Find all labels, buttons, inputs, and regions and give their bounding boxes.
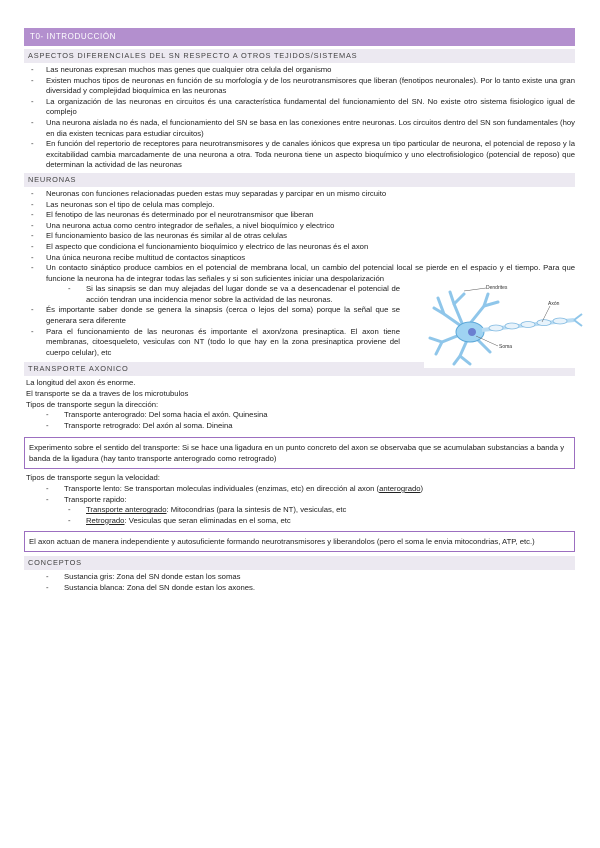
transporte-line-3: Tipos de transporte segun la dirección:	[26, 399, 159, 409]
page-title: T0- INTRODUCCIÓN	[24, 28, 575, 46]
experiment-box: Experimento sobre el sentido del transporte: Si se hace una ligadura en un punto concreto del axon se observaba que se acumulaban substancias a banda y banda de la ligadura (hay tanto transporte anterogrado como retrogrado)	[24, 437, 575, 469]
list-item: - Una neurona actua como centro integrador de señales, a nivel bioquímico y electrico	[24, 221, 575, 232]
fast-anterogrado-text: : Mitocondrias (para la sintesis de NT), vesiculas, etc	[166, 505, 347, 515]
list-item: - El aspecto que condiciona el funcionamiento bioquímico y electrico de las neuronas és el axon	[24, 242, 575, 253]
list-item: - Transporte rapido:	[24, 495, 575, 506]
transporte-line-4: Tipos de transporte segun la velocidad:	[26, 473, 160, 483]
fast-anterogrado-label: Transporte anterogrado	[86, 505, 167, 515]
transporte-line-1: La longitud del axon és enorme.	[26, 378, 136, 388]
list-item: - Para el funcionamiento de las neuronas és importante el axon/zona presinaptica. El axon tiene membranas, citoesqueleto, vesiculas con NT (todo lo que hay en la zona presinaptica proviene del cuerpo celular), etc	[24, 327, 400, 359]
list-item: - Transporte retrogrado: Del axón al soma. Dineina	[24, 421, 575, 432]
list-item: - Las neuronas son el tipo de celula mas complejo.	[24, 200, 575, 211]
list-item: - Sustancia gris: Zona del SN donde estan los somas	[24, 572, 575, 583]
list-item: - Una neurona aislada no és nada, el funcionamiento del SN se basa en las conexiones entre neuronas. Los circuitos dentro del SN son fundamentales (hoy en dia existen tecnicas para estudiar circuitos)	[24, 118, 575, 139]
list-item: - Neuronas con funciones relacionadas pueden estas muy separadas y parcipar en un mismo circuito	[24, 189, 575, 200]
transporte-line-2: El transporte se da a traves de los microtubulos	[26, 389, 189, 399]
neuron-section	[24, 284, 575, 358]
axon-label: Axón	[548, 301, 560, 308]
document-page	[24, 28, 575, 594]
list-item: - Un contacto sináptico produce cambios en el potencial de membrana local, un cambio del potencial local se pierde en el espacio y el tiempo. Para que funcione la neurona ha de integrar todas las señales y si son suficientes iniciar una despolarización	[24, 263, 575, 284]
fast-retrogrado-text: : Vesiculas que seran eliminadas en el soma, etc	[124, 515, 291, 525]
neuronas-list-continued	[24, 305, 400, 358]
list-item: - El funcionamiento basico de las neuronas és similar al de otras celulas	[24, 231, 575, 242]
direction-list	[24, 410, 575, 431]
fast-sub-list	[24, 505, 575, 526]
fast-retrogrado-label: Retrogrado	[86, 515, 125, 525]
sub-list-item: - Si las sinapsis se dan muy alejadas del lugar donde se va a desencadenar el potencial de acción tendran una incidencia menor sobre la actividad de las neuronas.	[24, 284, 400, 305]
list-item: - En función del repertorio de receptores para neurotransmisores y de canales iónicos que expresa un tipo particular de neurona, el potencial de reposo y la excitabilidad cambia marcadamente de una neurona a otra. Toda neurona tiene un aspecto bioquímico y uno electrofisiologico (potencial de reposo) que determinan la actividad de las neuronas	[24, 139, 575, 171]
section-heading-aspectos: ASPECTOS DIFERENCIALES DEL SN RESPECTO A OTROS TEJIDOS/SISTEMAS	[24, 49, 575, 63]
list-item: - Una única neurona recibe multitud de contactos sinapticos	[24, 253, 575, 264]
speed-slow-underlined: anterogrado	[379, 484, 421, 493]
axon-box: El axon actuan de manera independiente y autosuficiente formando neurotransmisores y liberandolos (pero el soma le envia mitocondrias, ATP, etc.)	[24, 531, 575, 552]
section-heading-transporte: TRANSPORTE AXONICO	[24, 362, 575, 376]
neuron-diagram	[424, 284, 584, 368]
list-item: - Sustancia blanca: Zona del SN donde estan los axones.	[24, 583, 575, 594]
list-item	[24, 484, 575, 495]
list-item: - Transporte anterogrado: Del soma hacia el axón. Quinesina	[24, 410, 575, 421]
list-item: - El fenotipo de las neuronas és determinado por el neurotransmisor que liberan	[24, 210, 575, 221]
dendrites-label: Dendrites	[486, 285, 508, 292]
soma-label: Soma	[499, 344, 513, 351]
list-item: - La organización de las neuronas en circuitos és una característica fundamental del funcionamiento del SN. No existe otro sistema fisiologico igual de complejo	[24, 97, 575, 118]
list-item: - Existen muchos tipos de neuronas en función de su morfología y de los neurotransmisores que liberan (fenotipos neuronales). Por lo tanto existe una gran diversidad y complejidad bioquímica en las neuronas	[24, 76, 575, 97]
section-heading-neuronas: NEURONAS	[24, 173, 575, 187]
conceptos-list	[24, 572, 575, 593]
sub-list	[24, 284, 400, 305]
list-item: - Las neuronas expresan muchos mas genes que cualquier otra celula del organismo	[24, 65, 575, 76]
speed-slow-close: )	[420, 484, 424, 493]
aspectos-list	[24, 65, 575, 171]
list-item: - És importante saber donde se genera la sinapsis (cerca o lejos del soma) porque la señal que se generara sera diferente	[24, 305, 400, 326]
sub-list-item	[24, 516, 575, 527]
speed-slow-text: Transporte lento: Se transportan moleculas individuales (enzimas, etc) en dirección al axon (	[64, 484, 380, 493]
sub-list-item	[24, 505, 575, 516]
neuronas-list	[24, 189, 575, 284]
section-heading-conceptos: CONCEPTOS	[24, 556, 575, 570]
speed-list	[24, 484, 575, 505]
